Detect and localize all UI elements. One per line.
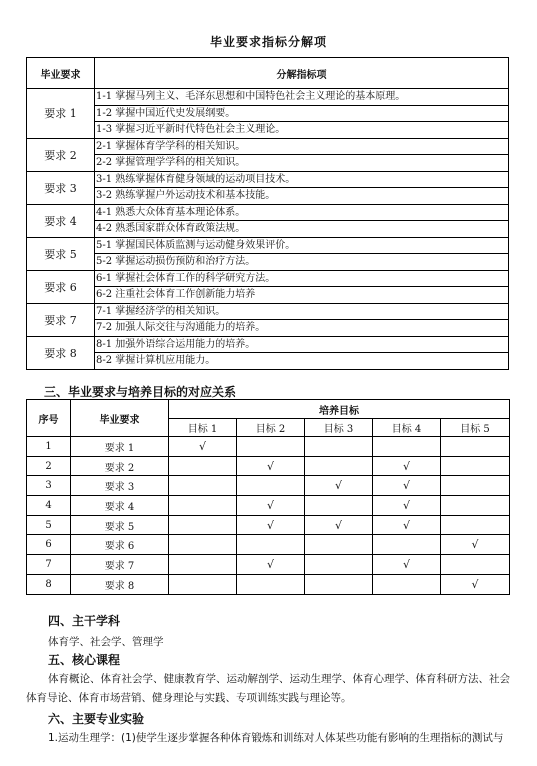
table-row: [27, 105, 509, 122]
indicator-cell: 1-1 掌握马列主义、毛泽东思想和中国特色社会主义理论的基本原理。: [95, 89, 509, 106]
row-number-cell: 6: [27, 535, 71, 555]
check-mark-icon: √: [198, 439, 206, 453]
goal-3-cell: [305, 456, 373, 476]
indicator-cell: 2-1 掌握体育学学科的相关知识。: [95, 138, 509, 155]
goal-5-cell: [441, 476, 510, 496]
section-3-heading: 三、毕业要求与培养目标的对应关系: [44, 385, 237, 399]
check-mark-icon: √: [402, 557, 410, 571]
indicator-cell: 6-2 注重社会体育工作创新能力培养: [95, 287, 509, 304]
indicator-cell: 6-1 掌握社会体育工作的科学研究方法。: [95, 270, 509, 287]
table-row: [27, 437, 510, 457]
requirement-cell: 要求 3: [71, 476, 169, 496]
goal-5-cell: [441, 515, 510, 535]
goal-1-cell: [169, 496, 237, 516]
goal-3-cell: [305, 515, 373, 535]
table-row: [27, 496, 510, 516]
row-number-cell: 2: [27, 456, 71, 476]
goal-2-cell: [237, 515, 305, 535]
section-6-heading: 六、主要专业实验: [48, 712, 145, 726]
goal-2-cell: [237, 456, 305, 476]
goal-4-cell: [373, 437, 441, 457]
requirement-cell: 要求 2: [27, 138, 95, 171]
goal-3-cell: [305, 555, 373, 575]
goal-2-cell: [237, 437, 305, 457]
indicator-cell: 2-2 掌握管理学学科的相关知识。: [95, 155, 509, 172]
row-number-cell: 7: [27, 555, 71, 575]
goal-1-cell: [169, 574, 237, 594]
table-row: [27, 476, 510, 496]
goal-4-cell: [373, 456, 441, 476]
goal-1-cell: [169, 515, 237, 535]
table-row: [27, 353, 509, 370]
goal-2-cell: [237, 496, 305, 516]
indicator-cell: 5-2 掌握运动损伤预防和治疗方法。: [95, 254, 509, 271]
goal-3-cell: [305, 574, 373, 594]
check-mark-icon: √: [266, 557, 274, 571]
check-mark-icon: √: [471, 577, 479, 591]
indicator-cell: 7-2 加强人际交往与沟通能力的培养。: [95, 320, 509, 337]
check-mark-icon: √: [266, 518, 274, 532]
table-row: [27, 122, 509, 139]
goal-1-cell: [169, 437, 237, 457]
check-mark-icon: √: [402, 498, 410, 512]
goal-5-cell: [441, 496, 510, 516]
section-4-text: 体育学、社会学、管理学: [48, 636, 164, 648]
goal-5-cell: [441, 456, 510, 476]
section-5-line-2: 体育导论、体育市场营销、健身理论与实践、专项训练实践与理论等。: [26, 692, 352, 704]
table-row: [27, 574, 510, 594]
requirement-cell: 要求 8: [27, 336, 95, 369]
goal-4-cell: [373, 496, 441, 516]
requirement-cell: 要求 1: [27, 89, 95, 139]
goal-5-cell: [441, 555, 510, 575]
table-row: [27, 336, 509, 353]
row-number-cell: 1: [27, 437, 71, 457]
header-goal-1: 目标 1: [169, 419, 237, 437]
section-5-line-1: 体育概论、体育社会学、健康教育学、运动解剖学、运动生理学、体育心理学、体育科研方法、社会: [48, 673, 510, 685]
requirement-cell: 要求 7: [71, 555, 169, 575]
row-number-cell: 3: [27, 476, 71, 496]
header-goal-5: 目标 5: [441, 419, 510, 437]
goal-2-cell: [237, 555, 305, 575]
table-row: [27, 515, 510, 535]
goal-3-cell: [305, 535, 373, 555]
page-title: 毕业要求指标分解项: [209, 35, 327, 49]
table-header-row: [27, 400, 510, 419]
header-no: 序号: [27, 400, 71, 437]
requirement-cell: 要求 2: [71, 456, 169, 476]
table-row: [27, 155, 509, 172]
section-4-heading: 四、主干学科: [48, 614, 121, 628]
header-goal-3: 目标 3: [305, 419, 373, 437]
requirement-cell: 要求 6: [71, 535, 169, 555]
goal-4-cell: [373, 574, 441, 594]
header-goal-2: 目标 2: [237, 419, 305, 437]
header-goal-group: 培养目标: [169, 400, 510, 419]
row-number-cell: 5: [27, 515, 71, 535]
check-mark-icon: √: [471, 538, 479, 552]
indicator-cell: 8-2 掌握计算机应用能力。: [95, 353, 509, 370]
goal-5-cell: [441, 535, 510, 555]
section-5-heading: 五、核心课程: [48, 653, 121, 667]
requirement-cell: 要求 5: [27, 237, 95, 270]
table-row: [27, 171, 509, 188]
goal-3-cell: [305, 476, 373, 496]
goal-2-cell: [237, 574, 305, 594]
header-requirement: 毕业要求: [27, 58, 95, 89]
check-mark-icon: √: [334, 518, 342, 532]
table-row: [27, 535, 510, 555]
header-indicator: 分解指标项: [95, 58, 509, 89]
goal-5-cell: [441, 574, 510, 594]
table-row: [27, 89, 509, 106]
indicator-cell: 3-1 熟练掌握体育健身领域的运动项目技术。: [95, 171, 509, 188]
check-mark-icon: √: [266, 459, 274, 473]
requirement-cell: 要求 5: [71, 515, 169, 535]
requirement-cell: 要求 7: [27, 303, 95, 336]
indicator-cell: 1-3 掌握习近平新时代特色社会主义理论。: [95, 122, 509, 139]
indicator-cell: 4-1 熟悉大众体育基本理论体系。: [95, 204, 509, 221]
goal-3-cell: [305, 437, 373, 457]
check-mark-icon: √: [402, 459, 410, 473]
goal-2-cell: [237, 476, 305, 496]
check-mark-icon: √: [334, 479, 342, 493]
row-number-cell: 8: [27, 574, 71, 594]
table-row: [27, 138, 509, 155]
requirement-cell: 要求 1: [71, 437, 169, 457]
requirement-cell: 要求 8: [71, 574, 169, 594]
goal-1-cell: [169, 535, 237, 555]
check-mark-icon: √: [402, 479, 410, 493]
goal-2-cell: [237, 535, 305, 555]
table-row: [27, 254, 509, 271]
goal-4-cell: [373, 515, 441, 535]
header-goal-4: 目标 4: [373, 419, 441, 437]
goal-4-cell: [373, 476, 441, 496]
goal-4-cell: [373, 535, 441, 555]
table-row: [27, 287, 509, 304]
row-number-cell: 4: [27, 496, 71, 516]
requirement-goal-mapping-table: [26, 399, 510, 595]
requirement-cell: 要求 4: [27, 204, 95, 237]
table-row: [27, 456, 510, 476]
indicator-decomposition-table: [26, 57, 509, 370]
indicator-cell: 1-2 掌握中国近代史发展纲要。: [95, 105, 509, 122]
table-row: [27, 237, 509, 254]
requirement-cell: 要求 4: [71, 496, 169, 516]
table-row: [27, 320, 509, 337]
check-mark-icon: √: [402, 518, 410, 532]
goal-1-cell: [169, 476, 237, 496]
header-requirement: 毕业要求: [71, 400, 169, 437]
table-row: [27, 221, 509, 238]
table-row: [27, 188, 509, 205]
indicator-cell: 4-2 熟悉国家群众体育政策法规。: [95, 221, 509, 238]
indicator-cell: 7-1 掌握经济学的相关知识。: [95, 303, 509, 320]
goal-5-cell: [441, 437, 510, 457]
requirement-cell: 要求 3: [27, 171, 95, 204]
goal-4-cell: [373, 555, 441, 575]
table-header-row: [27, 58, 509, 89]
table-row: [27, 204, 509, 221]
table-row: [27, 270, 509, 287]
indicator-cell: 3-2 熟练掌握户外运动技术和基本技能。: [95, 188, 509, 205]
requirement-cell: 要求 6: [27, 270, 95, 303]
table-row: [27, 555, 510, 575]
section-6-text: 1.运动生理学：(1)使学生逐步掌握各种体育锻炼和训练对人体某些功能有影响的生理指标的测试与: [48, 732, 504, 744]
table-row: [27, 303, 509, 320]
goal-1-cell: [169, 456, 237, 476]
check-mark-icon: √: [266, 498, 274, 512]
indicator-cell: 8-1 加强外语综合运用能力的培养。: [95, 336, 509, 353]
goal-3-cell: [305, 496, 373, 516]
indicator-cell: 5-1 掌握国民体质监测与运动健身效果评价。: [95, 237, 509, 254]
goal-1-cell: [169, 555, 237, 575]
